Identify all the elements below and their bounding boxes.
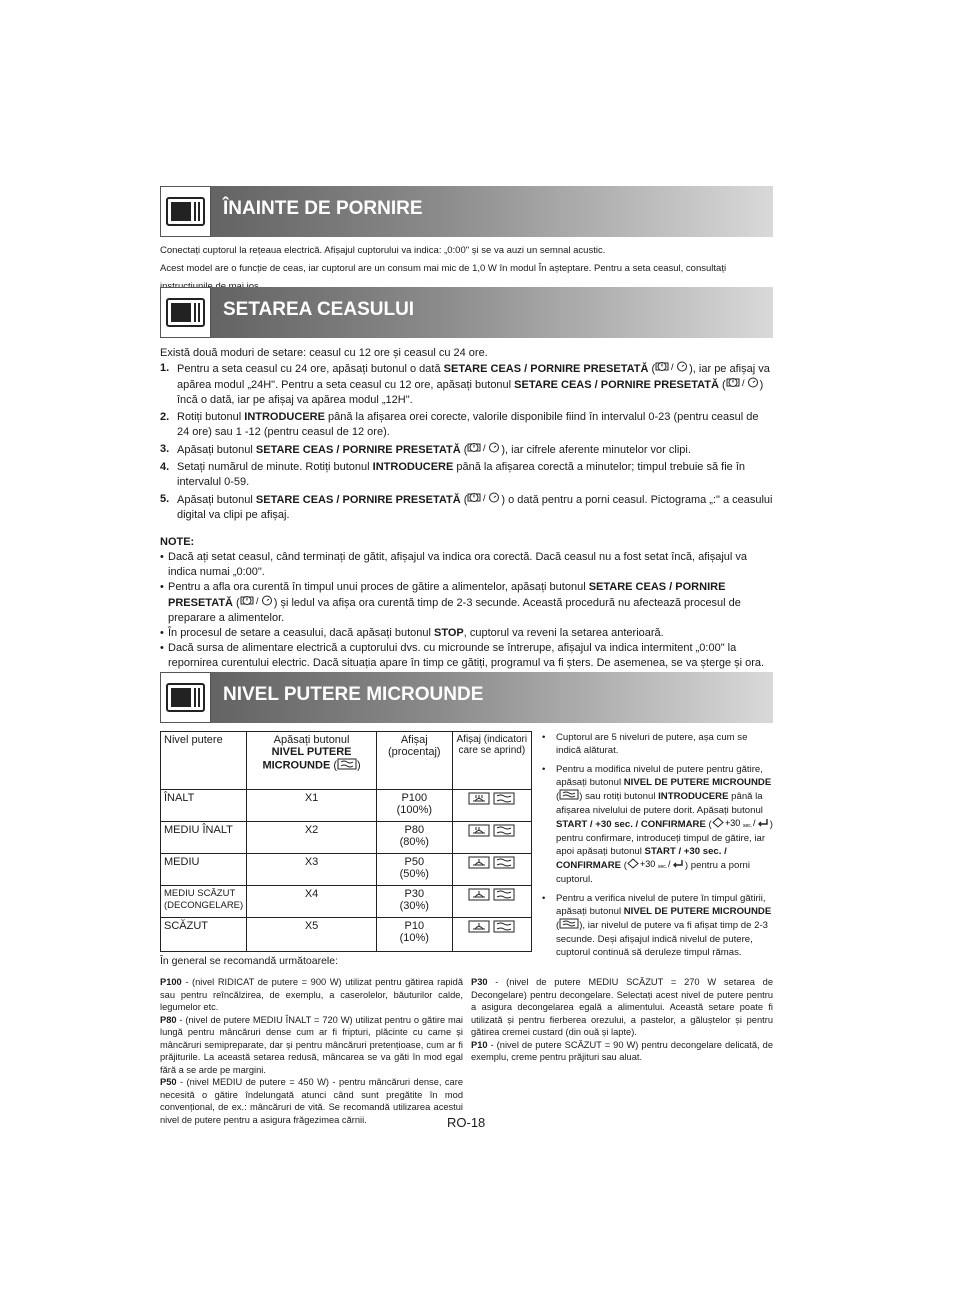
microwave-power-icon [559, 918, 579, 933]
clock-steps [160, 361, 773, 523]
clock-step: 5. Apăsați butonul SETARE CEAS / PORNIRE PRESETATĂ ( / ) o dată pentru a porni ceasul. Pictograma „:" a ceasului digital va clipi pe afișaj. [160, 493, 773, 521]
power-side-notes [540, 731, 774, 965]
row-press: X4 [247, 886, 377, 918]
start-confirm-icon [627, 858, 685, 873]
food-indicator-icon [468, 888, 490, 904]
row-display: P10 (10%) [376, 918, 452, 952]
side-note: • Pentru a modifica nivelul de putere pentru gătire, apăsați butonul NIVEL DE PUTERE MICROUNDE ( ) sau rotiți butonul INTRODUCERE până la afișarea nivelului de putere dorit. Apăsați butonul START / +30 sec. / CONFIRMARE ( +30 sec. / ) pentru confirmare, introduceți timpul de gătire, iar apoi apăsați butonul START / +30 sec. / CONFIRMARE ( +30 sec. / ) pentru a porni cuptorul. [540, 763, 774, 886]
microwave-power-icon [559, 789, 579, 804]
reco-col-right [471, 976, 773, 1064]
svg-text:+30: +30 [724, 818, 741, 828]
row-indicators [452, 822, 531, 854]
svg-text:/: / [752, 818, 756, 828]
microwave-power-icon [493, 920, 515, 936]
intro-line-1: Conectați cuptorul la rețeaua electrică. Afișajul cuptorului va indica: „0:00" și se va auzi un semnal acustic. [160, 245, 606, 256]
row-display: P100 (100%) [376, 790, 452, 822]
reco-item: P10 - (nivel de putere SCĂZUT = 90 W) pentru decongelare delicată, de exemplu, creme pentru prăjituri sau aluat. [471, 1039, 773, 1062]
microwave-icon [160, 186, 211, 237]
section-title: SETAREA CEASULUI [223, 299, 415, 320]
microwave-power-icon [493, 856, 515, 872]
row-press: X5 [247, 918, 377, 952]
row-indicators [452, 854, 531, 886]
side-note: • Cuptorul are 5 niveluri de putere, așa cum se indică alăturat. [540, 731, 774, 757]
reco-col-left [160, 976, 463, 1126]
clock-symbol-icon [240, 595, 274, 611]
food-indicator-icon [468, 792, 490, 808]
food-indicator-icon [468, 920, 490, 936]
svg-text:/: / [483, 443, 486, 453]
page-number: RO-18 [447, 1115, 486, 1130]
reco-item: P80 - (nivel de putere MEDIU ÎNALT = 720 W) utilizat pentru o gătire mai lungă pentru mâncăruri dense cum ar fi fripturi, plăcinte cu carne și mâncăruri semipreparate, dar și pentru mâncăruri pretențioase, cum ar fi prăjiturile. La această setarea redusă, mâncarea se va găti în mod egal fără a se arde pe margini. [160, 1014, 463, 1075]
row-press: X1 [247, 790, 377, 822]
note-item: • Pentru a afla ora curentă în timpul unui proces de gătire a alimentelor, apăsați butonul SETARE CEAS / PORNIRE PRESETATĂ ( / ) și ledul va afișa ora curentă timp de 2-3 secunde. Această procedură nu afectează procesul de preparare a alimentelor. [160, 580, 773, 626]
section-banner-before-start [160, 186, 773, 237]
clock-symbol-icon [467, 442, 501, 458]
note-item: • În procesul de setare a ceasului, dacă apăsați butonul STOP, cuptorul va reveni la setarea anterioară. [160, 626, 773, 641]
table-row [161, 854, 532, 886]
svg-text:/: / [741, 378, 745, 388]
microwave-power-icon [337, 758, 357, 773]
table-row [161, 822, 532, 854]
clock-step: 2. Rotiți butonul INTRODUCERE până la afișarea orei corecte, valorile disponibile fiind în intervalul 0-23 (pentru ceasul de 24 ore) sau 1 -12 (pentru ceasul de 12 ore). [160, 411, 759, 438]
svg-text:sec.: sec. [742, 823, 752, 828]
svg-text:/: / [671, 362, 674, 372]
row-level: MEDIU ÎNALT [161, 822, 247, 854]
reco-item: P30 - (nivel de putere MEDIU SCĂZUT = 270 W setarea de Decongelare) pentru decongelare. Selectați acest nivel de putere pentru a asigura decongelarea egală a alimentului. Această setare poate fi utilizată și pentru fierberea orezului, a pastelor, a găluștelor și pentru gătirea cremei custard (din ouă și lapte). [471, 977, 773, 1037]
table-row [161, 918, 532, 952]
section-banner-clock [160, 287, 773, 338]
side-note: • Pentru a verifica nivelul de putere în timpul gătirii, apăsați butonul NIVEL DE PUTERE MICROUNDE ( ), iar nivelul de putere va fi afișat timp de 2-3 secunde. Deși afișajul indică nivelul de putere, cuptorul continuă să deruleze timpul rămas. [540, 892, 774, 959]
row-indicators [452, 886, 531, 918]
table-row [161, 790, 532, 822]
clock-symbol-icon [467, 492, 501, 508]
header-level: Nivel putere [161, 732, 247, 790]
start-confirm-icon [712, 817, 770, 832]
notes-title: NOTE: [160, 536, 195, 548]
svg-text:/: / [483, 493, 486, 503]
table-header-row [161, 732, 532, 790]
row-level: MEDIU [161, 854, 247, 886]
microwave-icon [160, 672, 211, 723]
header-display-ind: Afișaj (indicatori care se aprind) [452, 732, 531, 790]
section-title: NIVEL PUTERE MICROUNDE [223, 684, 484, 705]
row-display: P80 (80%) [376, 822, 452, 854]
clock-step: 1. Pentru a seta ceasul cu 24 ore, apăsați butonul o dată SETARE CEAS / PORNIRE PRESETATĂ ( / ), iar pe afișaj va apărea modul „24H". Pentru a seta ceasul cu 12 ore, apăsați butonul SETARE CEAS / PORNIRE PRESETATĂ ( / ) încă o dată, iar pe afișaj va apărea modul „12H". [160, 362, 770, 406]
header-display-pct: Afișaj (procentaj) [376, 732, 452, 790]
svg-text:/: / [255, 596, 259, 606]
clock-section-body [160, 346, 773, 671]
food-indicator-icon [468, 824, 490, 840]
clock-step: 3. Apăsați butonul SETARE CEAS / PORNIRE PRESETATĂ ( / ), iar cifrele aferente minutelor vor clipi. [160, 442, 773, 458]
microwave-power-icon [493, 824, 515, 840]
microwave-power-icon [493, 888, 515, 904]
clock-step: 4. Setați numărul de minute. Rotiți butonul INTRODUCERE până la afișarea corectă a minutelor; timpul trebuie să fie în intervalul 0-59. [160, 461, 745, 488]
reco-lead: În general se recomandă următoarele: [160, 955, 339, 967]
svg-text:+30: +30 [639, 859, 656, 869]
svg-text:/: / [667, 859, 671, 869]
clock-lead: Există două moduri de setare: ceasul cu 12 ore și ceasul cu 24 ore. [160, 347, 488, 359]
intro-line-2: Acest model are o funcție de ceas, iar cuptorul are un consum mai mic de 1,0 W în modul În așteptare. Pentru a seta ceasul, consultați [160, 263, 727, 274]
row-level: MEDIU SCĂZUT (DECONGELARE) [161, 886, 247, 918]
row-display: P30 (30%) [376, 886, 452, 918]
row-indicators [452, 790, 531, 822]
reco-item: P50 - (nivel MEDIU de putere = 450 W) - pentru mâncăruri dense, care necesită o gătire îndelungată atunci când sunt pregătite în mod convențional, de ex.: mâncăruri de vită. Se recomandă utilizarea acestui nivel de putere pentru a asigura frăgezimea cărnii. [160, 1077, 463, 1125]
section-banner-power [160, 672, 773, 723]
power-level-table [160, 731, 532, 952]
row-press: X3 [247, 854, 377, 886]
reco-item: P100 - (nivel RIDICAT de putere = 900 W) utilizat pentru gătirea rapidă sau pentru reîncălzirea, de exemplu, a caserolelor, băuturilor calde, legumelor etc. [160, 977, 463, 1012]
header-press: Apăsați butonul NIVEL PUTERE MICROUNDE ( ) [247, 732, 377, 790]
row-indicators [452, 918, 531, 952]
note-item: • Dacă ați setat ceasul, când terminați de gătit, afișajul va indica ora corectă. Dacă ceasul nu a fost setat încă, afișajul va indica numai „0:00". [160, 550, 773, 580]
svg-text:sec.: sec. [657, 864, 668, 869]
notes-list [160, 550, 773, 671]
clock-symbol-icon [655, 361, 689, 377]
table-row [161, 886, 532, 918]
note-item: • Dacă sursa de alimentare electrică a cuptorului dvs. cu microunde se întrerupe, afișajul va indica intermitent „0:00" la repornirea curentului electric. Dacă situația apare în timp ce gătiți, programul va fi șters. De asemenea, se va șterge și ora. [160, 641, 773, 671]
microwave-icon [160, 287, 211, 338]
clock-symbol-icon [726, 377, 760, 393]
row-press: X2 [247, 822, 377, 854]
microwave-power-icon [493, 792, 515, 808]
food-indicator-icon [468, 856, 490, 872]
section-title: ÎNAINTE DE PORNIRE [223, 198, 423, 219]
row-display: P50 (50%) [376, 854, 452, 886]
row-level: SCĂZUT [161, 918, 247, 952]
row-level: ÎNALT [161, 790, 247, 822]
